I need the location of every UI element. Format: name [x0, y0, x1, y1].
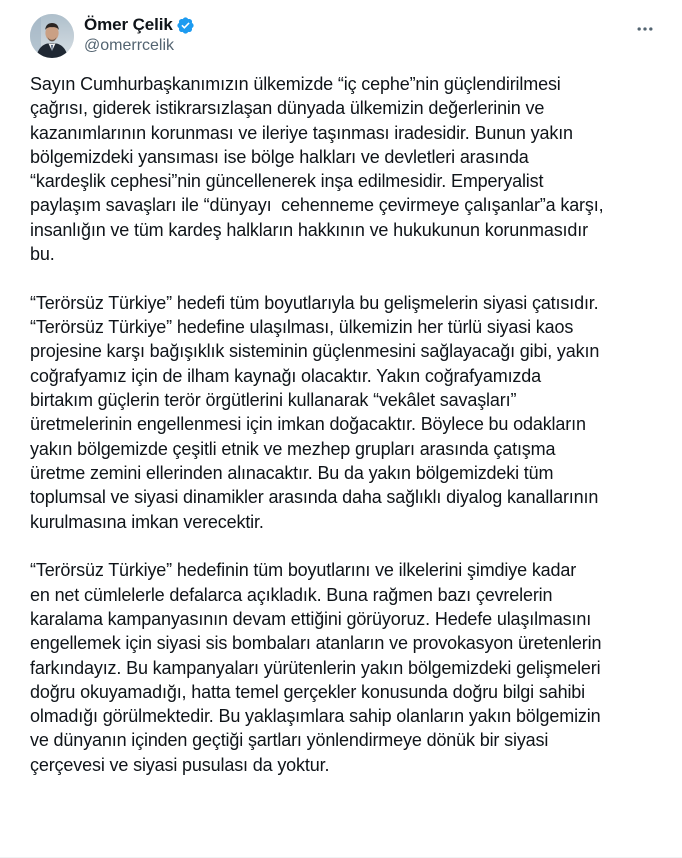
verified-badge-icon [176, 16, 195, 35]
display-name[interactable]: Ömer Çelik [84, 15, 173, 34]
tweet-paragraph: Sayın Cumhurbaşkanımızın ülkemizde “iç cephe”nin güçlendirilmesi çağrısı, giderek istikrarsızlaşan dünyada ülkemizin değerlerinin ve kazanımlarının korunması ve ileriye taşınması iradesidir. Bunun yakın bölgemizdeki yansıması ise bölge halkları ve devletleri arasında “kardeşlik cephesi”nin güncellenerek inşa edilmesidir. Emperyalist paylaşım savaşları ile “dünyayı cehenneme çevirmeye çalışanlar”a karşı, insanlığın ve tüm kardeş halkların hakkının ve hukukunun korunmasıdır bu. [30, 74, 604, 265]
tweet-text [30, 72, 660, 777]
tweet-header [30, 12, 666, 58]
more-options-button[interactable] [634, 18, 656, 40]
more-horizontal-icon [635, 19, 655, 39]
name-row [84, 14, 195, 36]
avatar[interactable] [30, 14, 74, 58]
profile-photo-icon [30, 14, 74, 58]
author-names [84, 14, 195, 55]
author-handle[interactable]: @omerrcelik [84, 37, 175, 54]
tweet-paragraph: “Terörsüz Türkiye” hedefi tüm boyutlarıyla bu gelişmelerin siyasi çatısıdır. “Terörsüz Türkiye” hedefine ulaşılması, ülkemizin her türlü siyasi kaos projesine karşı bağışıklık sisteminin güçlenmesini sağlayacağı gibi, yakın coğrafyamız için de ilham kaynağı olacaktır. Yakın coğrafyamızda birtakım güçlerin terör örgütlerini kullanarak “vekâlet savaşları” üretmelerinin engellenmesi için imkan doğacaktır. Böylece bu odakların yakın bölgemizde çeşitli etnik ve mezhep grupları arasında çatışma üretme zemini ellerinden alınacaktır. Bu da yakın bölgemizdeki tüm toplumsal ve siyasi dinamikler arasında daha sağlıklı diyalog kanallarının kurulmasına imkan verecektir. [30, 292, 600, 532]
tweet-paragraph: “Terörsüz Türkiye” hedefinin tüm boyutlarını ve ilkelerini şimdiye kadar en net cümlelerle defalarca açıkladık. Buna rağmen bazı çevrelerin karalama kampanyasının devam ettiğini görüyoruz. Hedefe ulaşılmasını engellemek için siyasi sis bombaları atanların ve provokasyon üretenlerin farkındayız. Bu kampanyaları yürütenlerin yakın bölgemizdeki gelişmeleri doğru okuyamadığı, hatta temel gerçekler konusunda doğru bilgi sahibi olmadığı görülmektedir. Bu yaklaşımlara sahip olanların yakın bölgemizin ve dünyanın içinden geçtiği şartları yönlendirmeye dönük bir siyasi çerçevesi ve siyasi pusulası da yoktur. [30, 560, 602, 775]
